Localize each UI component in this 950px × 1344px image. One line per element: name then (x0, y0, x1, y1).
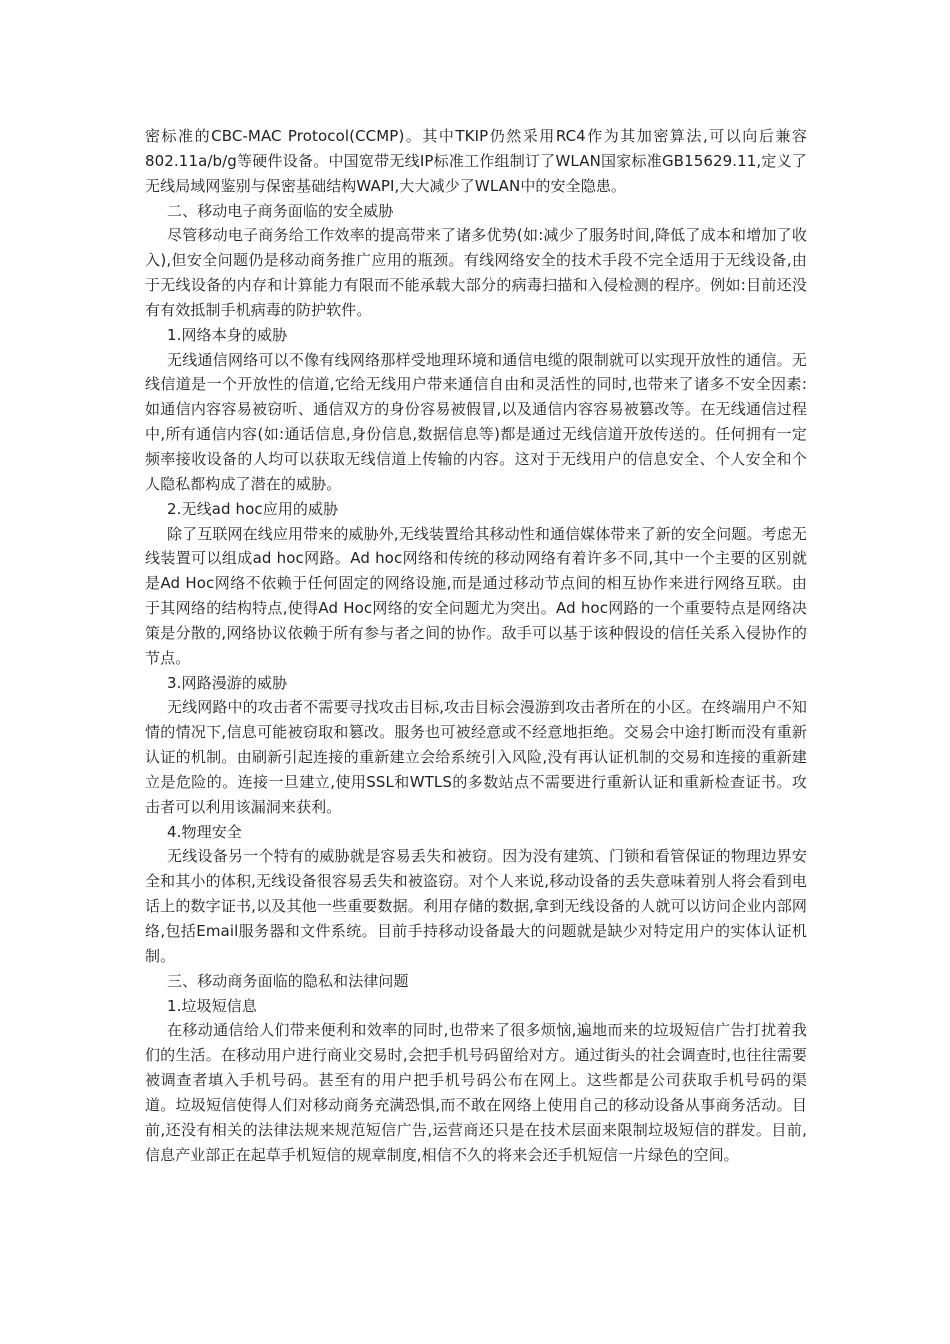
section-heading-threats: 二、移动电子商务面临的安全威胁 (167, 201, 394, 220)
subheading-roaming: 3.网路漫游的威胁 (167, 673, 288, 692)
paragraph-intro: 密标准的CBC-MAC Protocol(CCMP)。其中TKIP仍然采用RC4作为其加密算法,可以向后兼容802.11a/b/g等硬件设备。中国宽带无线IP标准工作组制订了WLAN国家标准GB15629.11,定义了无线局域网鉴别与保密基础结构WAPI,大大减少了WLAN中的安全隐患。 (145, 127, 807, 195)
paragraph-adhoc: 除了互联网在线应用带来的威胁外,无线装置给其移动性和通信媒体带来了新的安全问题。考虑无线装置可以组成ad hoc网路。Ad hoc网络和传统的移动网络有着许多不同,其中一个主要的区别就是Ad Hoc网络不依赖于任何固定的网络设施,而是通过移动节点间的相互协作来进行网络互联。由于其网络的结构特点,使得Ad Hoc网络的安全问题尤为突出。Ad hoc网路的一个重要特点是网络决策是分散的,网络协议依赖于所有参与者之间的协作。敌手可以基于该种假设的信任关系入侵协作的节点。 (145, 524, 807, 667)
subheading-physical: 4.物理安全 (167, 822, 242, 841)
paragraph-physical: 无线设备另一个特有的威胁就是容易丢失和被窃。因为没有建筑、门锁和看管保证的物理边界安全和其小的体积,无线设备很容易丢失和被盗窃。对个人来说,移动设备的丢失意味着别人将会看到电话上的数字证书,以及其他一些重要数据。利用存储的数据,拿到无线设备的人就可以访问企业内部网络,包括Email服务器和文件系统。目前手持移动设备最大的问题就是缺少对特定用户的实体认证机制。 (145, 847, 807, 965)
paragraph-network: 无线通信网络可以不像有线网络那样受地理环境和通信电缆的限制就可以实现开放性的通信。无线信道是一个开放性的信道,它给无线用户带来通信自由和灵活性的同时,也带来了诸多不安全因素:如通信内容容易被窃听、通信双方的身份容易被假冒,以及通信内容容易被篡改等。在无线通信过程中,所有通信内容(如:通话信息,身份信息,数据信息等)都是通过无线信道开放传送的。任何拥有一定频率接收设备的人均可以获取无线信道上传输的内容。这对于无线用户的信息安全、个人安全和个人隐私都构成了潜在的威胁。 (145, 350, 807, 493)
subheading-spam: 1.垃圾短信息 (167, 996, 258, 1015)
section-heading-privacy: 三、移动商务面临的隐私和法律问题 (167, 971, 409, 990)
subheading-adhoc: 2.无线ad hoc应用的威胁 (167, 499, 339, 518)
subheading-network: 1.网络本身的威胁 (167, 325, 288, 344)
document-page (145, 124, 807, 1167)
paragraph-threats: 尽管移动电子商务给工作效率的提高带来了诸多优势(如:减少了服务时间,降低了成本和增加了收入),但安全问题仍是移动商务推广应用的瓶颈。有线网络安全的技术手段不完全适用于无线设备,由于无线设备的内存和计算能力有限而不能承载大部分的病毒扫描和入侵检测的程序。例如:目前还没有有效抵制手机病毒的防护软件。 (145, 226, 807, 319)
paragraph-roaming: 无线网路中的攻击者不需要寻找攻击目标,攻击目标会漫游到攻击者所在的小区。在终端用户不知情的情况下,信息可能被窃取和篡改。服务也可被经意或不经意地拒绝。交易会中途打断而没有重新认证的机制。由刷新引起连接的重新建立会给系统引入风险,没有再认证机制的交易和连接的重新建立是危险的。连接一旦建立,使用SSL和WTLS的多数站点不需要进行重新认证和重新检查证书。攻击者可以利用该漏洞来获利。 (145, 698, 807, 816)
paragraph-spam: 在移动通信给人们带来便利和效率的同时,也带来了很多烦恼,遍地而来的垃圾短信广告打扰着我们的生活。在移动用户进行商业交易时,会把手机号码留给对方。通过街头的社会调查时,也往往需要被调查者填入手机号码。甚至有的用户把手机号码公布在网上。这些都是公司获取手机号码的渠道。垃圾短信使得人们对移动商务充满恐惧,而不敢在网络上使用自己的移动设备从事商务活动。目前,还没有相关的法律法规来规范短信广告,运营商还只是在技术层面来限制垃圾短信的群发。目前,信息产业部正在起草手机短信的规章制度,相信不久的将来会还手机短信一片绿色的空间。 (145, 1021, 807, 1164)
